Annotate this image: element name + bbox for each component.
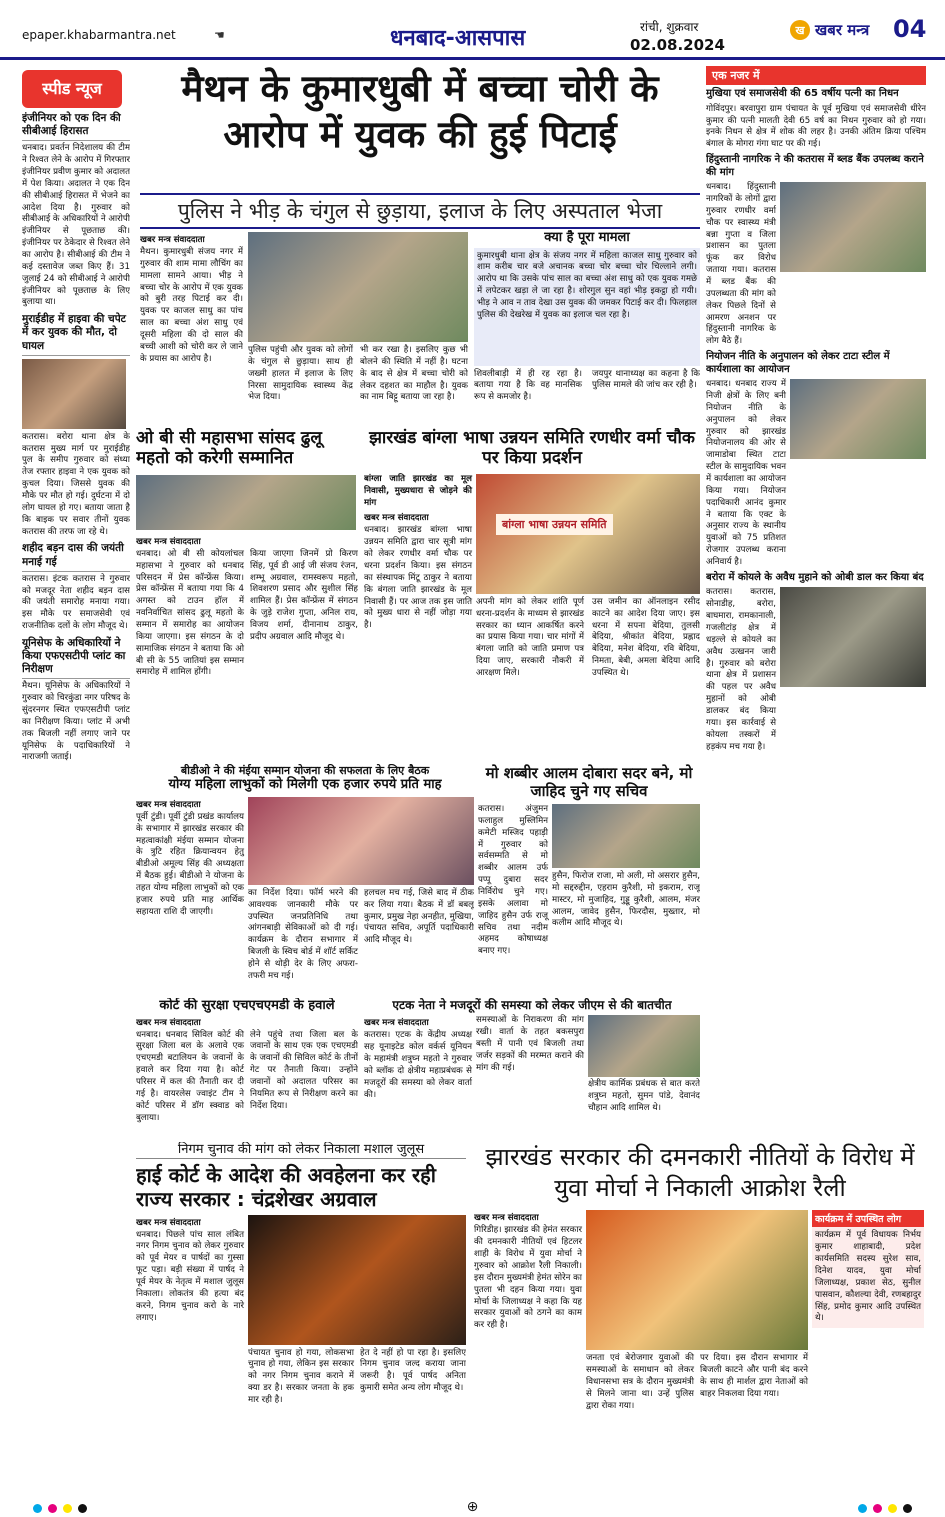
- intak-headline: एटक नेता ने मजदूरों की समस्या को लेकर जीएम से की बातचीत: [392, 998, 672, 1012]
- speed-news-logo: स्पीड न्यूज: [22, 70, 122, 108]
- intak-byline: खबर मन्त्र संवाददाता: [364, 1018, 429, 1029]
- left-column: [22, 70, 130, 1490]
- obc-byline: खबर मन्त्र संवाददाता: [136, 536, 201, 547]
- main-text-1: मैथन। कुमारधुबी संजय नगर में गुरुवार की शाम मामा लौचिंग का मामला सामने आया। भीड़ ने बच्चा चोर के आरोप में एक युवक को बुरी तरह पिटाई कर दी। युवक पर काजल साधु का पांच साल का बच्चा अंश साधु एवं दूसरी महिला की दो साल की बच्ची आशी को चोरी कर ले जाने के प्रयास का आरोप है।: [140, 247, 243, 364]
- mob-photo: [248, 232, 468, 342]
- court-headline: कोर्ट की सुरक्षा एचएचएमडी के हवाले: [159, 998, 335, 1013]
- main-text-2: भी कर रखा है। इसलिए कुछ भी बोलने की स्थिति में नहीं है। घटना के बाद से क्षेत्र में बच्चा चोरी को लेकर दहशत का माहौल है। युवक का नाम बिट्टू बताया जा रहा है।: [360, 345, 468, 403]
- accident-photo: [22, 359, 126, 429]
- main-subhead: पुलिस ने भीड़ के चंगुल से छुड़ाया, इलाज के लिए अस्पताल भेजा: [140, 193, 700, 229]
- main-box-block: [474, 230, 700, 422]
- torch-rally-photo: [248, 1215, 466, 1345]
- maiyan-photo: [248, 797, 474, 885]
- brand-label: खबर मन्त्र: [815, 21, 870, 39]
- bangla-photo: [476, 474, 700, 594]
- page-number: 04: [893, 15, 927, 43]
- main-text-4: जयपुर थानाध्यक्ष का कहना है कि पुलिस मामले की जांच कर रही है।: [592, 368, 700, 391]
- color-registration-strip: [0, 1497, 945, 1517]
- rally-box-text: कार्यक्रम में पूर्व विधायक निर्भय कुमार शाहाबादी, प्रदेश कार्यसमिति सदस्य सुरेश साव, दिनेश यादव, युवा मोर्चा जिलाध्यक्ष, प्रकाश सेठ, सुनील पासवान, कौशल्या देवी, रणबहादुर सिंह, प्रमोद कुमार आदि उपस्थित थे।: [812, 1227, 924, 1328]
- header-date: 02.08.2024: [630, 36, 725, 54]
- intak-photo: [588, 1015, 700, 1077]
- rally-headline: झारखंड सरकार की दमनकारी नीतियों के विरोध में युवा मोर्चा ने निकाली आक्रोश रैली: [485, 1143, 915, 1203]
- nigam-byline: खबर मन्त्र संवाददाता: [136, 1217, 201, 1228]
- bangla-tag: बांग्ला जाति झारखंड का मूल निवासी, मुख्यधारा से जोड़ने की मांग: [364, 473, 472, 508]
- maiyan-text-1: पूर्वी टुंडी। पूर्वी टुंडी प्रखंड कार्यालय के सभागार में झारखंड सरकार की महत्वाकांक्षी मंईया सम्मान योजना के त्रुटि रहित क्रियान्वयन हेतु बीडीओ अमूल्य सिंह की अध्यक्षता में बैठक हुई। बीडीओ ने योजना के तहत योग्य महिला लाभुकों को एक हजार रुपये प्रति माह आर्थिक सहायता राशि दी जाएगी।: [136, 811, 244, 917]
- left-story-2-head: मुराईडीह में हाइवा की चपेट में कर युवक की मौत, दो घायल: [22, 313, 130, 355]
- bangla-text-1: धनबाद। झारखंड बांग्ला भाषा उन्नयन समिति द्वारा चार सूत्री मांग को लेकर रणधीर वर्मा चौक पर धरना प्रदर्शन किया। इस संगठन का संस्थापक मिंटू ठाकुर ने बताया कि बंगला जाति झारखंड के मूल निवासी हैं। पर आज तक इस जाति को मुख्य धारा से नहीं जोड़ा गया है।: [364, 525, 472, 631]
- intak-text-2: समस्याओं के निराकरण की मांग रखी। वार्ता के तहत बकसपुरा बस्ती में पानी एवं बिजली तथा जर्जर सड़कों की मरम्मत कराने की मांग की गई।: [476, 1015, 584, 1073]
- workshop-photo: [790, 379, 926, 459]
- maiyan-text-2: का निर्देश दिया। फॉर्म भरने की आवश्यक जानकारी मौके पर उपस्थित जनप्रतिनिधि तथा आंगनबाड़ी सेविकाओं को दी गई। कार्यक्रम के दौरान सभागार में बिजली के स्विच बोर्ड में शॉर्ट सर्किट होने से थोड़ी देर के लिए अफरा-तफरी मच गई।: [248, 887, 358, 981]
- edition-title: धनबाद-आसपास: [390, 26, 526, 51]
- brand-logo-icon: ख: [790, 20, 810, 40]
- intak-caption: क्षेत्रीय कार्मिक प्रबंधक से बात करते शत्रुघ्न महतो, सुमन पांडे, देवानंद चौहान आदि शामिल थे।: [588, 1079, 700, 1114]
- box-heading: क्या है पूरा मामला: [544, 230, 630, 245]
- rally-byline: खबर मन्त्र संवाददाता: [474, 1213, 539, 1224]
- nigam-tag: निगम चुनाव की मांग को लेकर निकाला मशाल जुलूस: [136, 1142, 466, 1159]
- right-story-3-head: नियोजन नीति के अनुपालन को लेकर टाटा स्टील में कार्यशाला का आयोजन: [706, 351, 890, 375]
- nazar-label: नजर में: [730, 69, 760, 82]
- obc-text-1: धनबाद। ओ बी सी कोयलांचल महासभा ने गुरुवार को धनबाद परिसदन में प्रेस कॉन्फ्रेंस किया। प्रेस कॉन्फ्रेंस में बताया गया कि 4 अगस्त को टाउन हॉल में नवनिर्वाचित सांसद ढुलू महतो के सम्मान में समारोह का आयोजन किया जाएगा। इस संगठन के दो सामाजिक संगठन ने बताया कि ओ बी सी के 55 जातियां इस सम्मान समारोह में शामिल होंगी।: [136, 548, 244, 678]
- obc-text-2: किया जाएगा जिनमें प्रो किरण सिंह, पूर्व डी आई जी संजय रंजन, शम्भू अग्रवाल, रामस्वरूप महतो, शिवशरण प्रसाद और सुशील सिंह शामिल हैं। प्रेस कॉन्फ्रेंस में संगठन के जुड़े राजेश गुप्ता, अनिल राय, विजय शर्मा, दीनानाथ ठाकुर, प्रदीप अग्रवाल आदि मौजूद थे।: [250, 548, 358, 642]
- rally-text-1: गिरिडीह। झारखंड की हेमंत सरकार की दमनकारी नीतियों एवं हिटलर शाही के विरोध में युवा मोर्चा ने गुरुवार को आक्रोश रैली निकाली। इस दौरान मुख्यमंत्री हेमंत सोरेन का पुतला भी दहन किया गया। युवा मोर्चा के जिलाध्यक्ष ने कहा कि यह सरकार युवाओं को ठगने का काम कर रही है।: [474, 1225, 582, 1331]
- sadar-photo: [552, 804, 700, 868]
- coal-mine-photo: [780, 587, 926, 687]
- maiyan-story: [136, 764, 474, 994]
- nigam-headline: हाई कोर्ट के आदेश की अवहेलना कर रही राज्य सरकार : चंद्रशेखर अग्रवाल: [136, 1162, 436, 1211]
- right-story-4-text: कतरास। कतरास, सोनाडीह, बरोरा, बाघमारा, रामकानाली, गजलीटांड़ क्षेत्र में धड़ल्ले से कोयले का अवैध उत्खनन जारी है। गुरुवार को बरोरा थाना क्षेत्र में प्रशासन की पहल पर अवैध मुहानों को ओबी डालकर बंद किया गया। इस कार्रवाई से कोयला तस्करों में हड़कंप मच गया है।: [706, 587, 776, 752]
- ek-label: एक: [712, 69, 727, 82]
- page-header: [0, 0, 945, 60]
- obc-story: [136, 428, 358, 758]
- bangla-text-3: उस जमीन का ऑनलाइन रसीद काटने का आदेश दिया जाए। इस धरना में सपना बेदिया, तुलसी बेदिया, श्रीकांत बेदिया, प्रह्लाद बेदिया, मनेश बेदिया, रवि बेदिया, निमता, बेबी, अमला बेदिया आदि उपस्थित थे।: [592, 596, 700, 678]
- bangla-banner-text: बांग्ला भाषा उन्नयन समिति: [496, 514, 613, 535]
- left-story-3-text: कतरास। इंटक कतरास ने गुरुवार को मजदूर नेता शहीद बड़न दास की जयंती समारोह मनाया गया। इस मौके पर समाजसेवी एवं राजनीतिक दलों के लोग मौजूद थे।: [22, 573, 130, 632]
- bangla-text-2: अपनी मांग को लेकर शांति पूर्ण धरना-प्रदर्शन के माध्यम से झारखंड सरकार का ध्यान आकर्षित करने का प्रयास किया गया। चार मांगों में बंगला जाति को जाति प्रमाण पत्र दिया जाए, सरकारी नौकरी में आरक्षण मिले।: [476, 596, 584, 678]
- site-url[interactable]: epaper.khabarmantra.net: [22, 28, 176, 42]
- obc-headline: ओ बी सी महासभा सांसद ढुलू महतो को करेगी सम्मानित: [136, 428, 322, 469]
- sadar-text-2: हुसैन, फिरोज राजा, मो अली, मो असरार हुसैन, मो सद्दरुद्दीन, एहराम कुरैशी, मो इकराम, राजू मास्टर, मो मुजाहिद, गुड्डू कुरैशी, आलम, मंजर आलम, जावेद हुसैन, फिरदौस, मुख्तार, मो कलीम आदि मौजूद थे।: [552, 871, 700, 929]
- obc-photo: [136, 475, 356, 530]
- maiyan-byline: खबर मन्त्र संवाददाता: [136, 799, 201, 810]
- right-story-3-text: धनबाद। धनबाद राज्य में निजी क्षेत्रों के लिए बनी नियोजन नीति के अनुपालन को लेकर गुरुवार को झारखंड नियोजनालय की ओर से जामाडोबा स्थित टाटा स्टील के सामुदायिक भवन में कार्यशाला का आयोजन किया गया। नियोजन पदाधिकारी आनंद कुमार ने बताया कि एक्ट के अनुसार राज्य के स्थानीय युवाओं को 75 प्रतिशत रोजगार उपलब्ध कराना अनिवार्य है।: [706, 379, 786, 568]
- left-story-4-head: यूनिसेफ के अधिकारियों ने किया एफएसटीपी प्लांट का निरीक्षण: [22, 637, 130, 679]
- main-photo-block: [248, 232, 468, 422]
- rally-story: [474, 1142, 926, 1494]
- nigam-text-1: धनबाद। पिछले पांच साल लंबित नगर निगम चुनाव को लेकर गुरुवार को पूर्व मेयर व पार्षदों का गुस्सा फूट पड़ा। बड़ी संख्या में पार्षद ने पूर्व मेयर के नेतृत्व में मशाल जुलूस निकाला। लोकतंत्र की हत्या बंद करने, निगम चुनाव करो के नारे लगाए।: [136, 1229, 244, 1323]
- main-caption: पुलिस पहुंची और युवक को लोगों के चंगुल से छुड़ाया। साथ ही जख्मी हालत में इलाज के लिए निरसा सामुदायिक स्वास्थ्य केंद्र भेज दिया।: [248, 345, 353, 403]
- rally-photo: [586, 1210, 808, 1350]
- main-headline: मैथन के कुमारधुबी में बच्चा चोरी के आरोप में युवक की हुई पिटाई: [181, 67, 659, 156]
- protest-effigy-photo: [780, 182, 926, 272]
- bangla-headline: झारखंड बांग्ला भाषा उन्नयन समिति रणधीर वर्मा चौक पर किया प्रदर्शन: [369, 428, 695, 469]
- intak-story: [364, 998, 700, 1138]
- color-dots-left: [30, 1498, 90, 1517]
- court-text-2: लेने पहुंचे तथा जिला बल के जवानों के साथ एक एक एचएमडी के जवानों की सिविल कोर्ट के तीनों गेट पर तैनाती किया। उन्होंने जवानों को अदालत परिसर का नियमित रूप से निरीक्षण करने का निर्देश दिया।: [250, 1029, 358, 1111]
- nigam-story: [136, 1142, 466, 1494]
- left-story-1-head: इंजीनियर को एक दिन की सीबीआई हिरासत: [22, 112, 130, 141]
- left-story-1-text: धनबाद। प्रवर्तन निदेशालय की टीम ने रिश्वत लेने के आरोप में गिरफ्तार इंजीनियर प्रवीण कुमार को अदालत में पेश किया। अदालत ने एक दिन की सीबीआई हिरासत में भेजने का आदेश दिया है। गुरुवार को सीबीआई के अधिकारियों ने आरोपी इंजीनियर से पूछताछ की। इंजीनियर पर ठेकेदार से रिश्वत लेने का आरोप है। सीबीआई की टीम ने कई दस्तावेज जब्त किए हैं। 31 जुलाई 24 को सीबीआई ने आरोपी इंजीनियर को पूछताछ के लिए बुलाया था।: [22, 143, 130, 308]
- pointer-icon: ☚: [214, 28, 225, 42]
- maiyan-headline: योग्य महिला लाभुकों को मिलेगी एक हजार रुपये प्रति माह: [168, 777, 442, 793]
- right-story-2-text: धनबाद। हिंदुस्तानी नागरिकों के लोगों द्वारा गुरुवार रणधीर वर्मा चौक पर स्वास्थ्य मंत्री बन्ना गुप्ता व जिला प्रशासन का पुतला फूंक कर विरोध जताया गया। कतरास में ब्लड बैंक की उपलब्धता की मांग को लेकर पिछले दिनों से आमरण अनशन पर हिंदुस्तानी नागरिक के लोग बैठे हैं।: [706, 182, 776, 347]
- nazar-bar: [706, 66, 926, 85]
- box-text: कुमारधुबी थाना क्षेत्र के संजय नगर में महिला काजल साधु गुरुवार को शाम करीब चार बजे अचानक बच्चा चोर बच्चा चोर चिल्लाने लगी। आरोप था कि उसके पांच साल का बच्चा अंश साधु को एक युवक गमछे में लपेटकर खड़ा ले जा रहा है। शोरगुल सुन वहां भीड़ इकट्ठा हो गयी। भीड़ ने आव न ताव देखा उस युवक की जमकर पिटाई कर दी। फिलहाल पुलिस की देखरेख में युवक का इलाज चल रहा है।: [474, 248, 700, 366]
- maiyan-text-3: हलचल मच गई, जिसे बाद में ठीक कर लिया गया। बैठक में डॉ बबलू कुमार, प्रमुख नेहा अनहीत, मुखिया, पंचायत सचिव, अपूर्ति पदाधिकारी आदि मौजूद थे।: [364, 887, 474, 946]
- court-story: [136, 998, 358, 1138]
- sadar-story: [478, 764, 700, 994]
- sadar-headline: मो शब्बीर आलम दोबारा सदर बने, मो जाहिद चुने गए सचिव: [485, 764, 693, 800]
- right-story-1-head: मुखिया एवं समाजसेवी की 65 वर्षीय पत्नी का निधन: [706, 88, 899, 100]
- main-byline: खबर मन्त्र संवाददाता: [140, 235, 205, 245]
- registration-mark-icon: ⊕: [466, 1499, 479, 1515]
- left-story-4-text: मैथन। यूनिसेफ के अधिकारियों ने गुरुवार को चिरकुंडा नगर परिषद के सुंदरनगर स्थित एफएसटीपी प्लांट का निरीक्षण किया। प्लांट में अभी तक बिजली नहीं लगाए जाने पर यूनिसेफ के पदाधिकारियों ने नाराजगी जताई।: [22, 681, 130, 763]
- rally-box-heading: कार्यक्रम में उपस्थित लोग: [812, 1210, 924, 1227]
- rally-text-2: जनता एवं बेरोजगार युवाओं की समस्याओं के समाधान को लेकर विधानसभा सत्र के दौरान मुख्यमंत्री से मिलने जाना था। उन्हें पुलिस द्वारा रोका गया।: [586, 1353, 694, 1411]
- bangla-byline: खबर मन्त्र संवाददाता: [364, 513, 429, 524]
- nigam-text-2: पंचायत चुनाव हो गया, लोकसभा चुनाव हो गया, लेकिन इस सरकार को नगर निगम चुनाव कराने में क्या डर है। सरकार जनता के हक मार रही है।: [248, 1347, 354, 1406]
- court-byline: खबर मन्त्र संवाददाता: [136, 1017, 201, 1028]
- right-story-2-head: हिंदुस्तानी नागरिक ने की कतरास में ब्लड बैंक उपलब्ध कराने की मांग: [706, 154, 924, 178]
- nigam-text-3: हेत दे नहीं हो पा रहा है। इसलिए निगम चुनाव जल्द कराया जाना जरूरी है। पूर्व पार्षद अनिता कुमारी समेत अन्य लोग मौजूद थे।: [360, 1347, 466, 1394]
- brand-name: [790, 20, 869, 40]
- right-column: [706, 66, 926, 1136]
- bangla-story: [364, 428, 700, 758]
- right-story-1-text: गोविंदपुर। बरवापुरा ग्राम पंचायत के पूर्व मुखिया एवं समाजसेवी धीरेन कुमार की पत्नी मालती देवी 65 वर्ष का निधन गुरुवार को हो गया। इनके निधन से क्षेत्र में शोक की लहर है। उनकी अंतिम क्रिया पश्चिम बंगाल के मोगरा गंगा घाट पर की गई।: [706, 103, 926, 150]
- court-text-1: धनबाद। धनबाद सिविल कोर्ट की सुरक्षा जिला बल के अलावे एक एचएमडी बटालियन के जवानों के हवाले कर दिया गया है। कोर्ट परिसर में कल की तैनाती कर दी गई है। वायरलेस ज्वाइंट टीम ने कोर्ट परिसर में डॉग स्क्वाड को बुलाया।: [136, 1029, 244, 1123]
- right-story-4-head: बरोरा में कोयले के अवैध मुहाने को ओबी डाल कर किया बंद: [706, 571, 924, 583]
- color-dots-right: [855, 1498, 915, 1517]
- intak-text-1: कतरास। एटक के केंद्रीय अध्यक्ष सह यूनाइटेड कोल वर्कर्स यूनियन के महामंत्री शत्रुघ्न महतो ने गुरुवार को ब्लॉक दो क्षेत्रीय महाप्रबंधक से मजदूरों की समस्या को लेकर वार्ता की।: [364, 1030, 472, 1100]
- left-story-3-head: शहीद बड़न दास की जयंती मनाई गई: [22, 542, 130, 571]
- rally-text-3: पर दिया। इस दौरान सभागार में बिजली काटने और पानी बंद करने के साथ ही मार्शल द्वारा नेताओं को बाहर निकलवा दिया गया।: [700, 1353, 808, 1399]
- main-text-3: शिवलीबाड़ी में ही रह रहा है। बताया गया है कि वह मानसिक रूप से कमजोर है।: [474, 368, 582, 403]
- left-story-2-text: कतरास। बरोरा थाना क्षेत्र के कतरास मुख्य मार्ग पर मुराईडीह पुल के समीप गुरुवार को संध्या तेज रफ्तार हाइवा ने एक युवक को कुचल दिया। जिससे युवक की मौके पर मौत हो गई। दुर्घटना में दो लोग घायल हो गए। बताया जाता है कि बाइक पर सवार तीनों युवक कतरास की तरफ जा रहे थे।: [22, 431, 130, 537]
- sadar-text-1: कतरास। अंजुमन फलाहुल मुस्लिमिन कमेटी मस्जिद पहाड़ी में गुरुवार को सर्वसम्मति से मो शब्बीर आलम उर्फ पप्पू दुबारा सदर निर्विरोध चुने गए। इसके अलावा मो जाहिद हुसैन उर्फ राजू सचिव तथा नदीम अहमद कोषाध्यक्ष बनाए गए।: [478, 804, 548, 957]
- header-day: रांची, शुक्रवार: [640, 20, 699, 34]
- maiyan-tag: बीडीओ ने की मंईया सम्मान योजना की सफलता के लिए बैठक: [180, 764, 430, 777]
- main-story-col-1: [140, 232, 243, 422]
